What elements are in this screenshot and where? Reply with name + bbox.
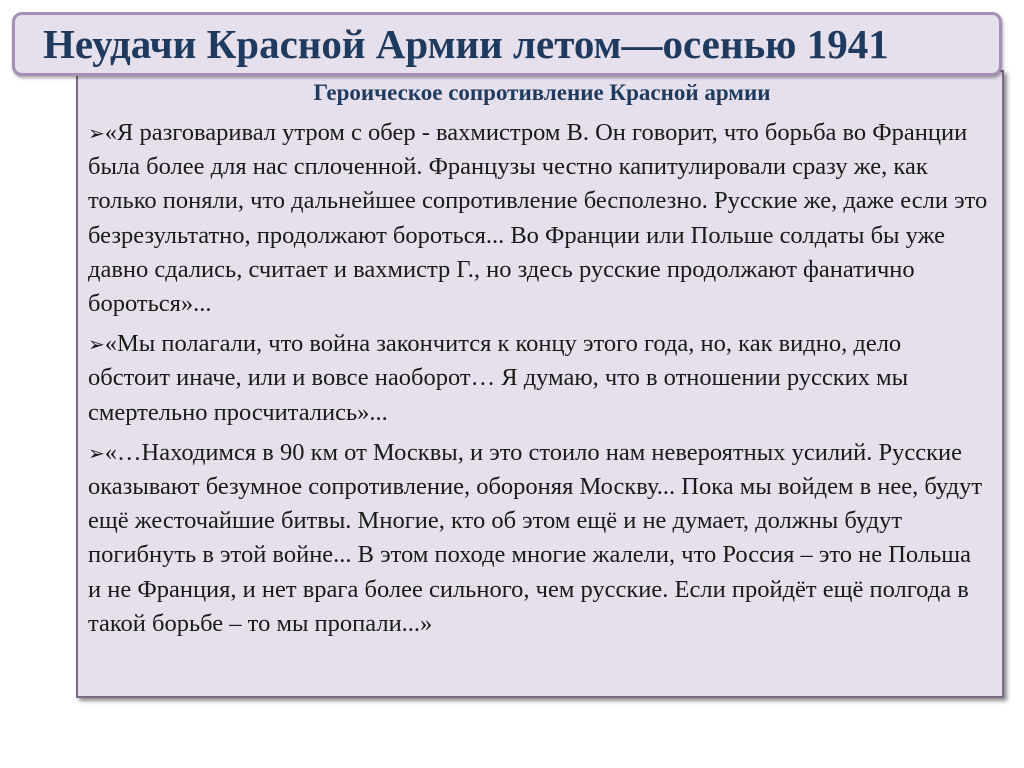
quote-item bbox=[88, 116, 988, 321]
quote-item bbox=[88, 327, 988, 430]
content-panel bbox=[76, 70, 1004, 698]
slide-title: Неудачи Красной Армии летом—осенью 1941 bbox=[43, 21, 889, 67]
bullet-arrow-icon: ➢ bbox=[88, 121, 105, 145]
quote-text: «Мы полагали, что война закончится к концу этого года, но, как видно, дело обстоит иначе, или и вовсе наоборот… Я думаю, что в отношении русских мы смертельно просчитались»... bbox=[88, 330, 909, 426]
quote-text: «…Находимся в 90 км от Москвы, и это стоило нам невероятных усилий. Русские оказывают безумное сопротивление, обороняя Москву... Пока мы войдем в нее, будут ещё жесточайшие битвы. Многие, кто об этом ещё и не думает, должны будут погибнуть в этой войне... В этом походе многие жалели, что Россия – это не Польша и не Франция, и нет врага более сильного, чем русские. Если пройдёт ещё полгода в такой борьбе – то мы пропали...» bbox=[88, 438, 983, 637]
bullet-arrow-icon: ➢ bbox=[88, 332, 105, 357]
quote-list bbox=[88, 116, 988, 647]
quote-item bbox=[88, 436, 988, 641]
quote-text: «Я разговаривал утром с обер - вахмистром В. Он говорит, что борьба во Франции была более для нас сплоченной. Французы честно капитулировали сразу же, как только поняли, что дальнейшее сопротивление бесполезно. Русские же, даже если это безрезультатно, продолжают бороться... Во Франции или Польше солдаты бы уже давно сдались, считает и вахмистр Г., но здесь русские продолжают фанатично бороться»... bbox=[88, 119, 988, 318]
bullet-arrow-icon: ➢ bbox=[88, 440, 105, 465]
title-bar bbox=[12, 12, 1002, 76]
slide-subtitle: Героическое сопротивление Красной армии bbox=[313, 80, 771, 105]
